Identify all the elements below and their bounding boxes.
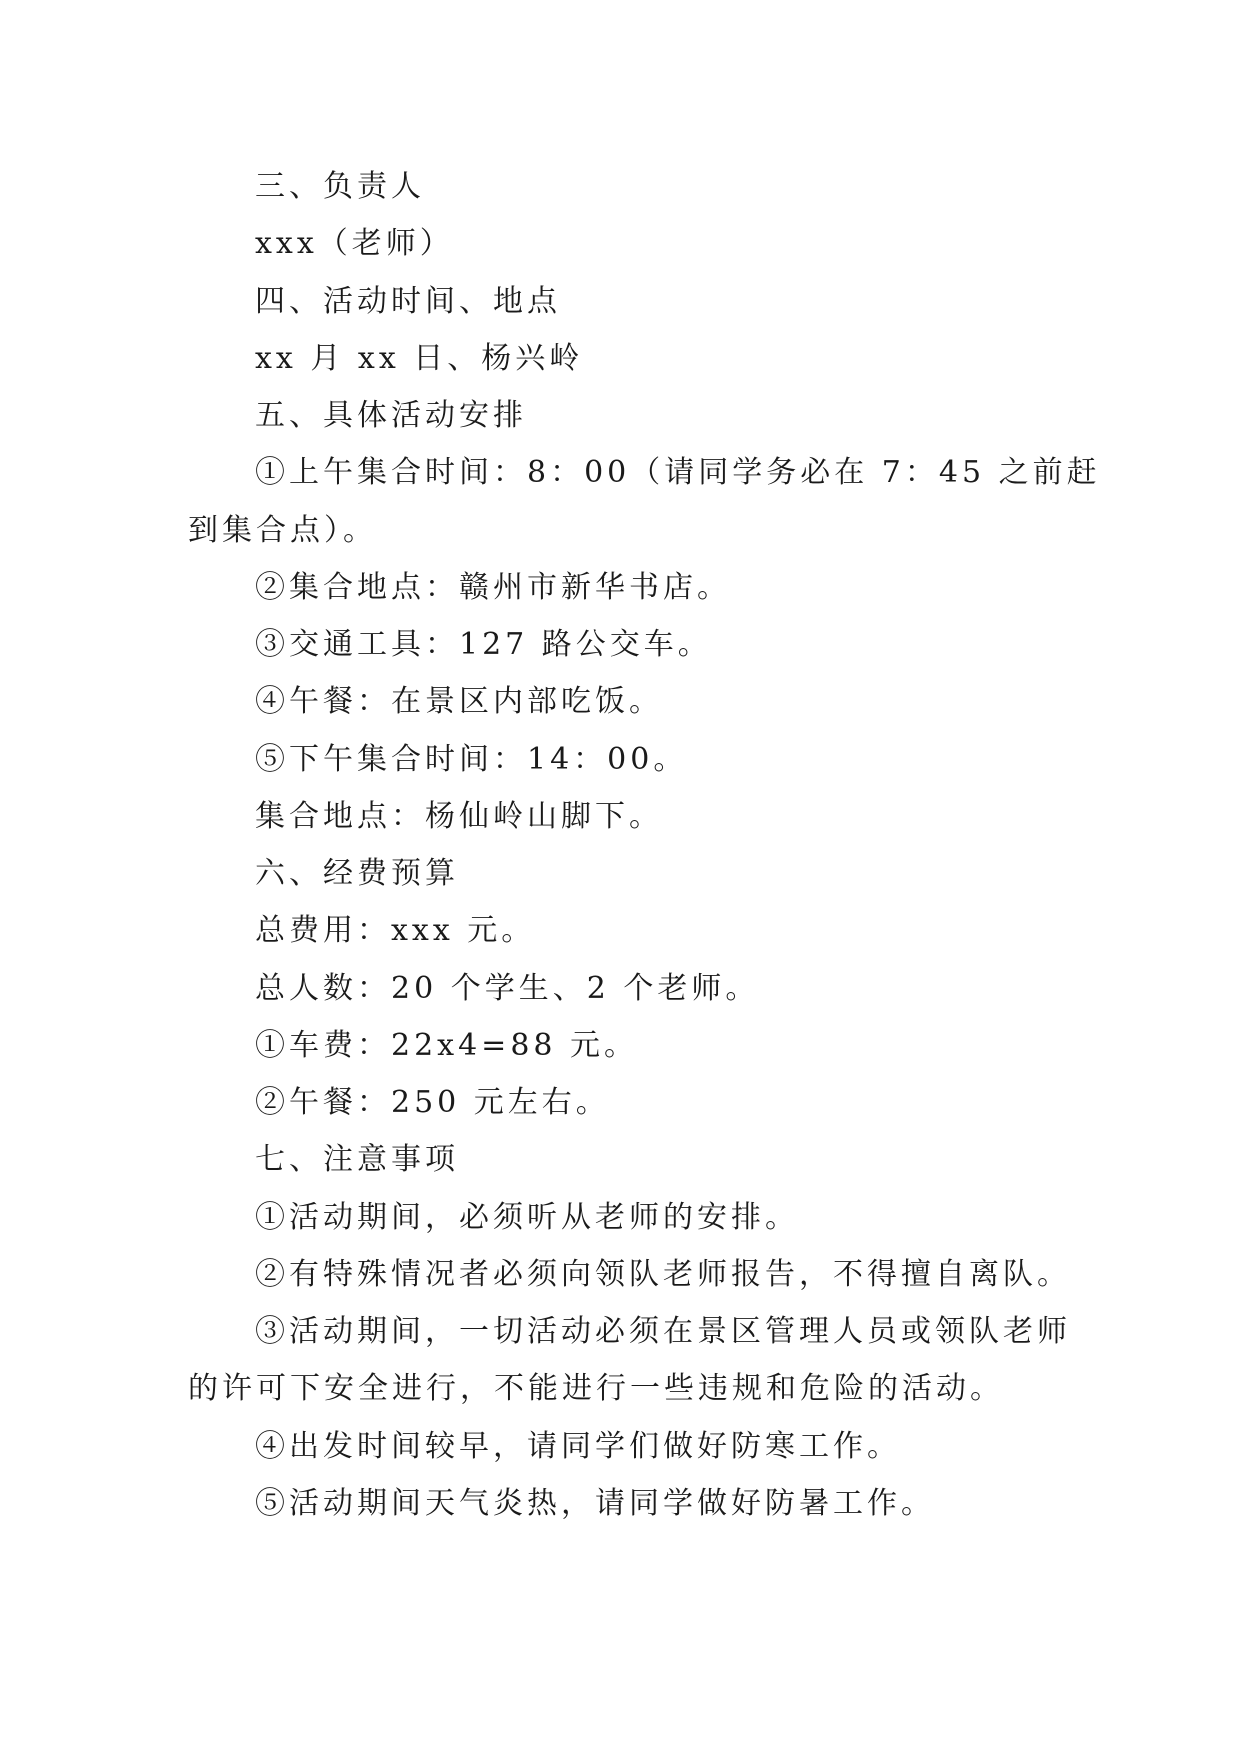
responsible-person-text: xxx（老师） bbox=[255, 226, 454, 261]
note-item-2: ②有特殊情况者必须向领队老师报告，不得擅自离队。 bbox=[255, 1257, 1071, 1292]
section-heading-budget: 六、经费预算 bbox=[255, 856, 459, 891]
arrangement-item-1: ①上午集合时间：8：00（请同学务必在 7：45 之前赶 bbox=[255, 455, 1101, 490]
section-heading-time-place: 四、活动时间、地点 bbox=[255, 284, 561, 319]
arrangement-item-1-continued: 到集合点）。 bbox=[188, 513, 377, 548]
time-place-text: xx 月 xx 日、杨兴岭 bbox=[255, 341, 584, 376]
arrangement-item-4: ④午餐：在景区内部吃饭。 bbox=[255, 684, 663, 719]
arrangement-item-2: ②集合地点：赣州市新华书店。 bbox=[255, 570, 731, 605]
arrangement-item-3: ③交通工具：127 路公交车。 bbox=[255, 627, 712, 662]
note-item-5: ⑤活动期间天气炎热，请同学做好防暑工作。 bbox=[255, 1486, 935, 1521]
note-item-1: ①活动期间，必须听从老师的安排。 bbox=[255, 1200, 799, 1235]
budget-item-fare: ①车费：22x4=88 元。 bbox=[255, 1028, 639, 1063]
section-heading-notes: 七、注意事项 bbox=[255, 1142, 459, 1177]
section-heading-arrangement: 五、具体活动安排 bbox=[255, 398, 527, 433]
afternoon-gathering-place: 集合地点：杨仙岭山脚下。 bbox=[255, 799, 663, 834]
budget-item-lunch: ②午餐：250 元左右。 bbox=[255, 1085, 610, 1120]
note-item-3: ③活动期间，一切活动必须在景区管理人员或领队老师 bbox=[255, 1314, 1071, 1349]
section-heading-responsible-person: 三、负责人 bbox=[255, 169, 425, 204]
note-item-4: ④出发时间较早，请同学们做好防寒工作。 bbox=[255, 1429, 901, 1464]
budget-headcount: 总人数：20 个学生、2 个老师。 bbox=[255, 971, 760, 1006]
arrangement-item-5: ⑤下午集合时间：14：00。 bbox=[255, 742, 688, 777]
note-item-3-continued: 的许可下安全进行，不能进行一些违规和危险的活动。 bbox=[188, 1371, 1004, 1406]
budget-total-cost: 总费用：xxx 元。 bbox=[255, 913, 536, 948]
